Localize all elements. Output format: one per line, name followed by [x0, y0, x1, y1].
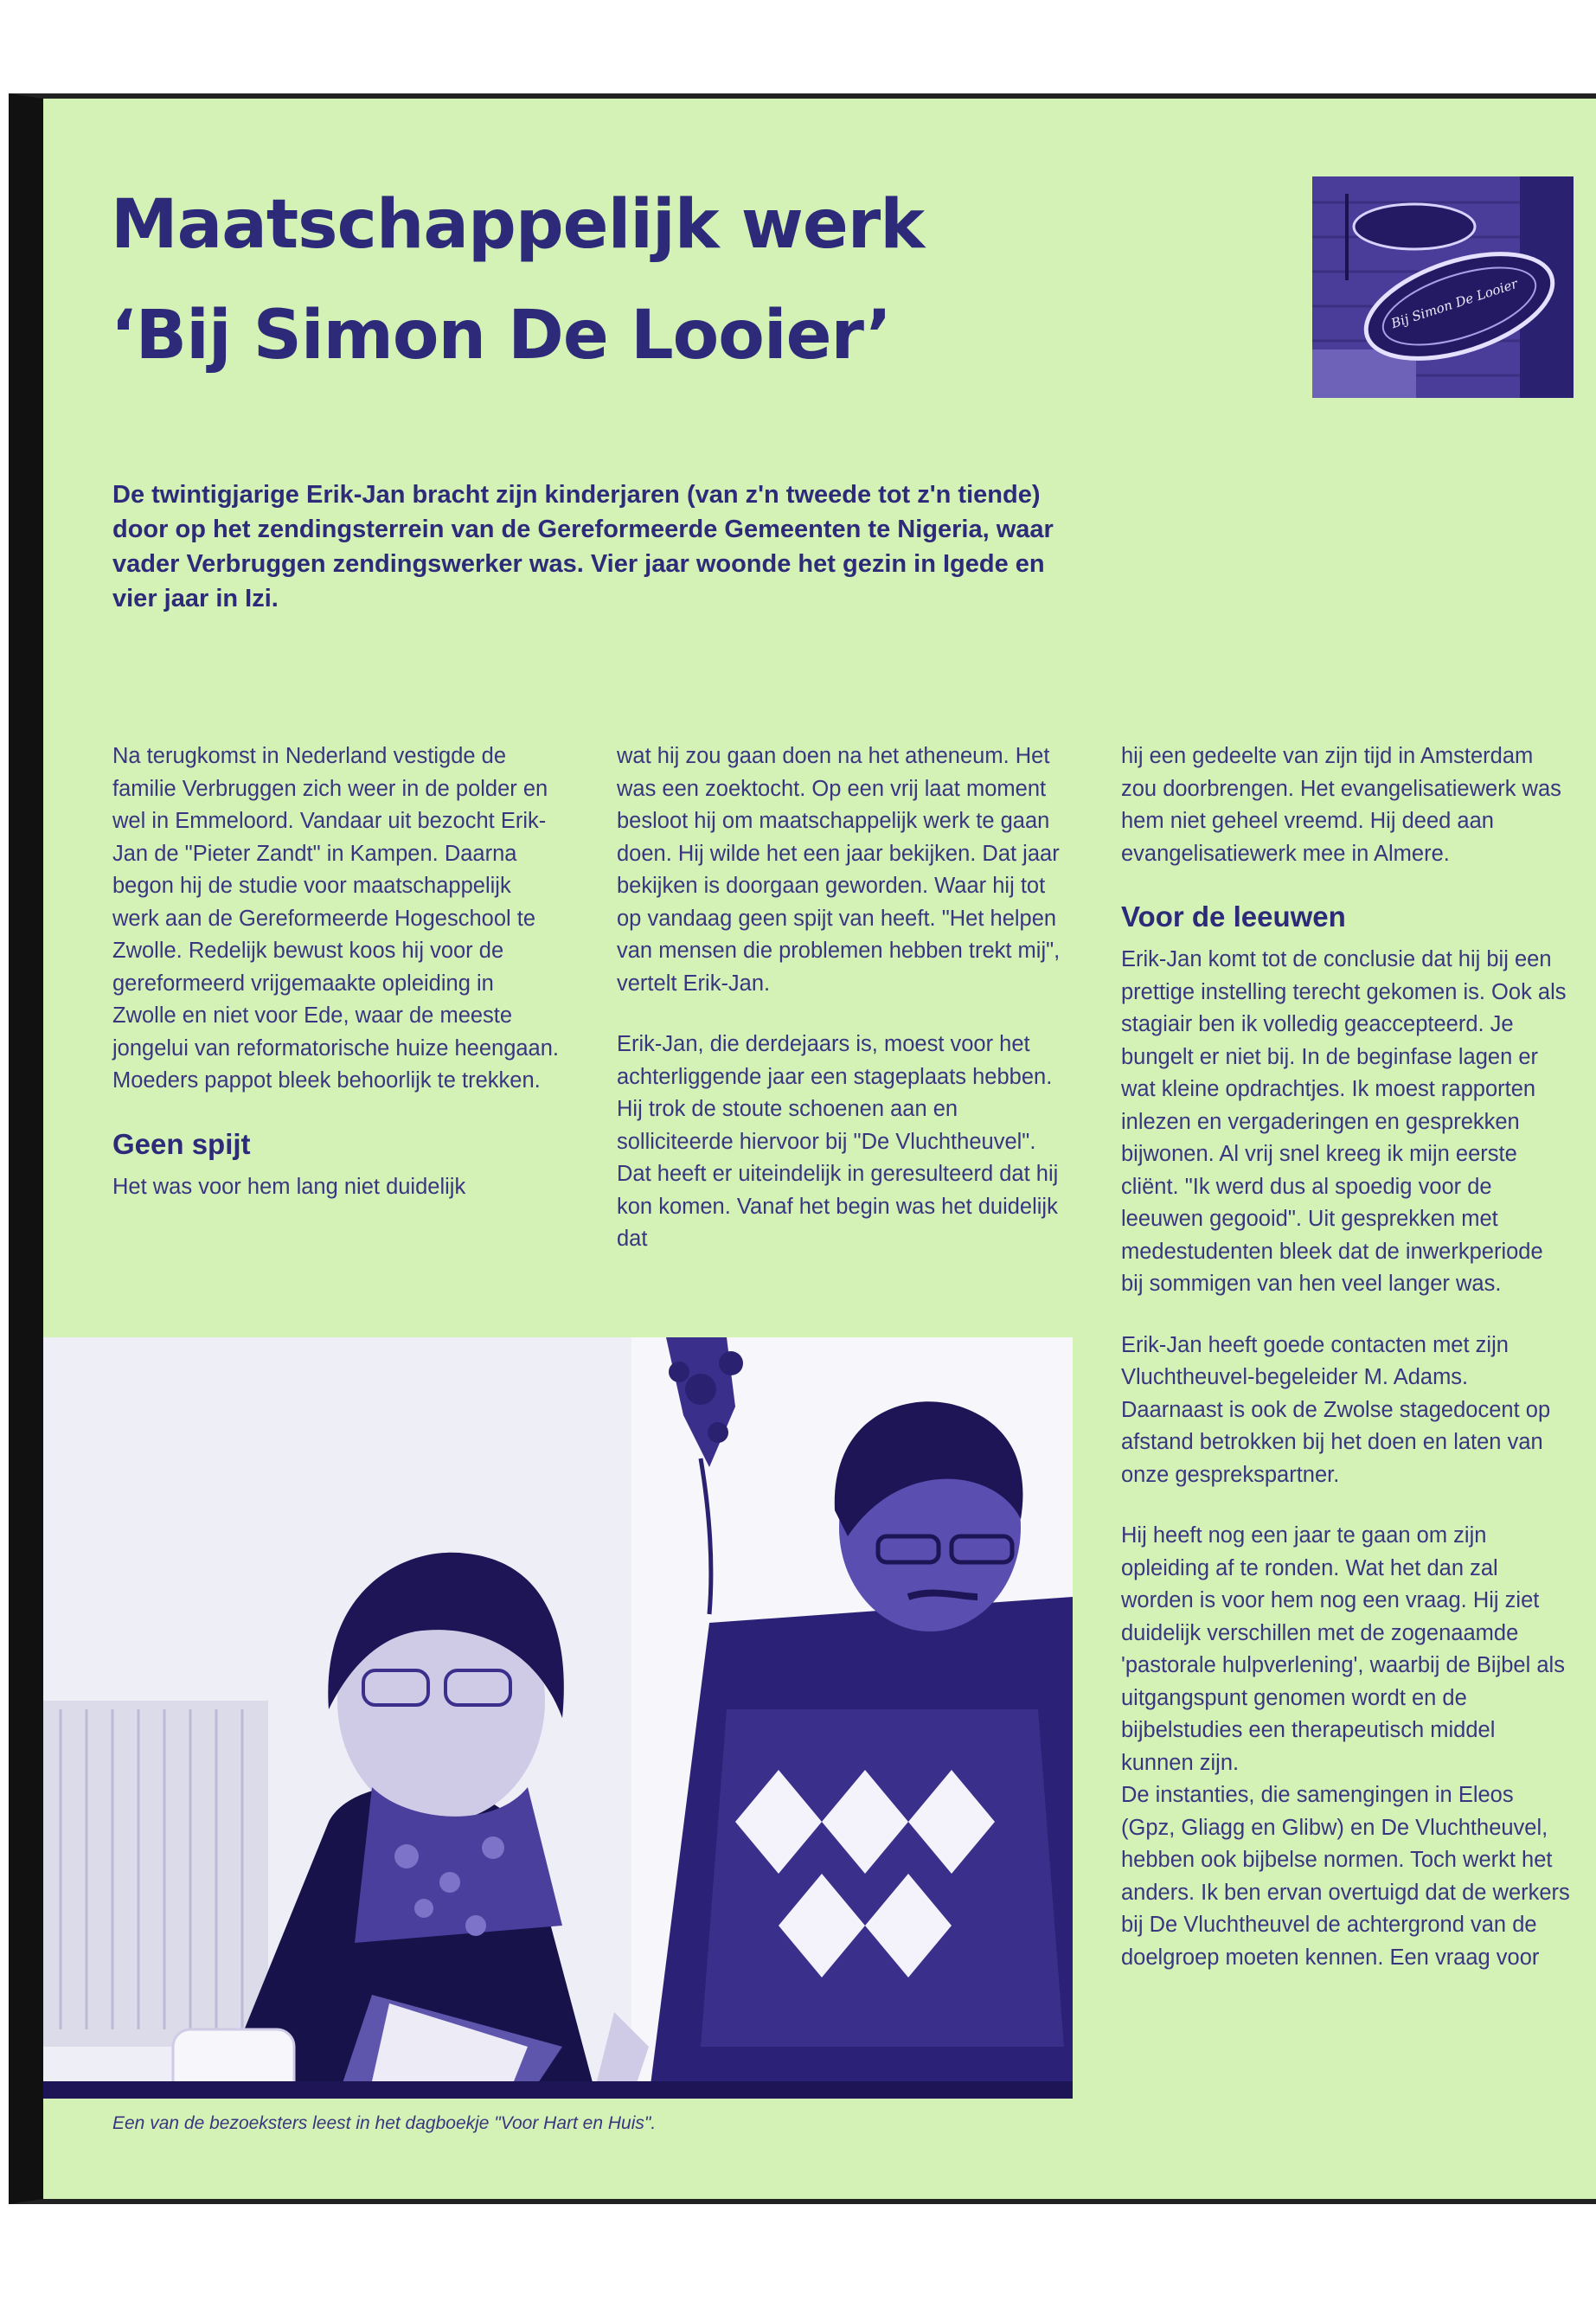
photo-caption: Een van de bezoeksters leest in het dagboekje "Voor Hart en Huis".	[112, 2113, 657, 2133]
subheading-geen-spijt: Geen spijt	[112, 1127, 251, 1160]
col1-paragraph-1: Na terugkomst in Nederland vestigde de familie Verbruggen zich weer in de polder en wel in Emmeloord. Vandaar uit bezocht Erik-Jan de "Pieter Zandt" in Kampen. Daarna begon hij de studie voor maatschappelijk werk aan de Gereformeerde Hogeschool te Zwolle. Redelijk bewust koos hij voor de gereformeerd vrijgemaakte opleiding in Zwolle en niet voor Ede, waar de meeste jongelui van reformatorische huize heengaan. Moeders pappot bleek behoorlijk te trekken.	[112, 744, 560, 1093]
title-line-2: ‘Bij Simon De Looier’	[111, 297, 891, 375]
col3-paragraph-2: Erik-Jan komt tot de conclusie dat hij bij een prettige instelling terecht gekomen is. Ook als stagiair ben ik volledig geaccepteerd. Je bungelt er niet bij. In de beginfase lagen er wat kleine opdrachtjes. Ik moest rapporten inlezen en vergaderingen en gesprekken bijwonen. Al vrij snel kreeg ik mijn eerste cliënt. "Ik werd dus al spoedig voor de leeuwen gegooid". Uit gesprekken met medestudenten bleek dat de inwerkperiode bij sommigen van hen veel langer was.	[1121, 947, 1567, 1296]
text-column-1	[112, 740, 562, 1232]
visitors-photo	[43, 1337, 1073, 2099]
col2-paragraph-2: Erik-Jan, die derdejaars is, moest voor het achterliggende jaar een stageplaats hebben. Hij trok de stoute schoenen aan en solliciteerde hiervoor bij "De Vluchtheuvel". Dat heeft er uiteindelijk in geresulteerd dat hij kon komen. Vanaf het begin was het duidelijk dat	[617, 1032, 1059, 1251]
title-line-1: Maatschappelijk werk	[111, 186, 925, 264]
col3-paragraph-5: De instanties, die samengingen in Eleos (Gpz, Gliagg en Glibw) en De Vluchtheuvel, hebben ook bijbelse normen. Toch werkt het anders. Ik ben ervan overtuigd dat de werkers bij De Vluchtheuvel de achtergrond van de doelgroep moeten kennen. Een vraag voor	[1121, 1783, 1570, 1970]
shop-sign-text: Bij Simon De Looier	[1388, 275, 1520, 332]
col1-paragraph-2: Het was voor hem lang niet duidelijk	[112, 1174, 466, 1199]
text-column-2	[617, 740, 1075, 1285]
col2-paragraph-1: wat hij zou gaan doen na het atheneum. Het was een zoektocht. Op een vrij laat moment besloot hij om maatschappelijk werk te gaan doen. Hij wilde het een jaar bekijken. Dat jaar bekijken is doorgaan geworden. Waar hij tot op vandaag geen spijt van heeft. "Het helpen van mensen die problemen hebben trekt mij", vertelt Erik-Jan.	[617, 744, 1061, 996]
col3-paragraph-4: Hij heeft nog een jaar te gaan om zijn opleiding af te ronden. Wat het dan zal worden is voor hem nog een vraag. Hij ziet duidelijk verschillen met de zogenaamde 'pastorale hulpverlening', waarbij de Bijbel als uitgangspunt genomen wordt en de bijbelstudies een therapeutisch middel kunnen zijn.	[1121, 1523, 1565, 1775]
col3-paragraph-1: hij een gedeelte van zijn tijd in Amsterdam zou doorbrengen. Het evangelisatiewerk was hem niet geheel vreemd. Hij deed aan evangelisatiewerk mee in Almere.	[1121, 744, 1561, 866]
article-title	[111, 170, 924, 391]
header-photo-shop-sign	[1312, 176, 1574, 398]
shop-sign-image	[1312, 176, 1574, 398]
subheading-voor-de-leeuwen: Voor de leeuwen	[1121, 901, 1346, 933]
main-photo-visitors-reading	[43, 1337, 1073, 2099]
col3-paragraph-3: Erik-Jan heeft goede contacten met zijn Vluchtheuvel-begeleider M. Adams. Daarnaast is ook de Zwolse stagedocent op afstand betrokken bij het doen en laten van onze gesprekspartner.	[1121, 1332, 1551, 1487]
article-lead: De twintigjarige Erik-Jan bracht zijn kinderjaren (van z'n tweede tot z'n tiende) door op het zendingsterrein van de Gereformeerde Gemeenten te Nigeria, waar vader Verbruggen zendingswerker was. Vier jaar woonde het gezin in Igede en vier jaar in Izi.	[112, 481, 1054, 612]
text-column-3	[1121, 740, 1571, 2003]
